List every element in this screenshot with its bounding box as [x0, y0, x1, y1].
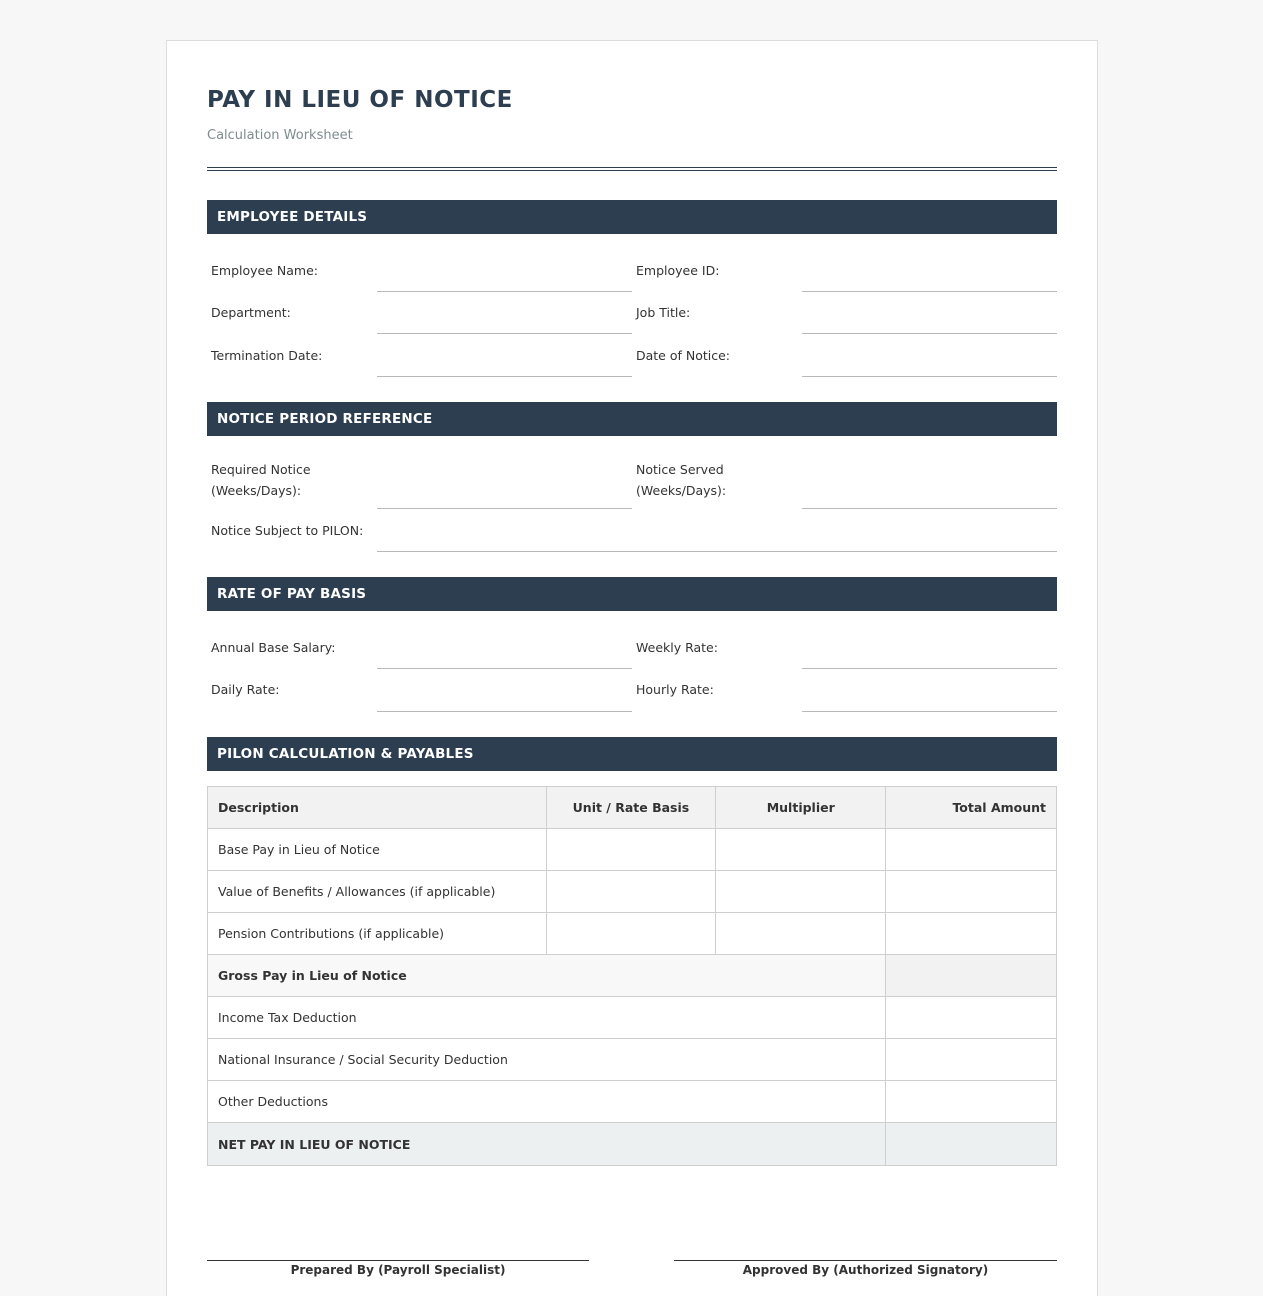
table-header-row	[208, 787, 1057, 829]
table-row	[208, 1123, 1057, 1166]
row-label-net-pay: NET PAY IN LIEU OF NOTICE	[208, 1123, 886, 1166]
date-of-notice-field[interactable]	[802, 376, 1057, 377]
row-label-pension: Pension Contributions (if applicable)	[208, 913, 547, 955]
pension-unit-cell[interactable]	[546, 913, 716, 955]
row-label-benefits: Value of Benefits / Allowances (if applicable)	[208, 871, 547, 913]
notice-served-field[interactable]	[802, 508, 1057, 509]
notice-served-label	[636, 459, 726, 501]
section-employee-details: EMPLOYEE DETAILS	[207, 200, 1057, 234]
daily-rate-field[interactable]	[377, 711, 632, 712]
document-title: PAY IN LIEU OF NOTICE	[207, 87, 513, 113]
table-row	[208, 829, 1057, 871]
termination-date-field[interactable]	[377, 376, 632, 377]
required-notice-field[interactable]	[377, 508, 632, 509]
base-pay-unit-cell[interactable]	[546, 829, 716, 871]
benefits-multiplier-cell[interactable]	[716, 871, 886, 913]
table-row	[208, 1039, 1057, 1081]
national-insurance-total-cell[interactable]	[886, 1039, 1057, 1081]
row-label-gross-pay: Gross Pay in Lieu of Notice	[208, 955, 886, 997]
net-pay-total-cell[interactable]	[886, 1123, 1057, 1166]
row-label-base-pay: Base Pay in Lieu of Notice	[208, 829, 547, 871]
gross-pay-total-cell[interactable]	[886, 955, 1057, 997]
weekly-rate-label: Weekly Rate:	[636, 640, 718, 655]
employee-id-field[interactable]	[802, 291, 1057, 292]
required-notice-label-line1: Required Notice	[211, 462, 311, 477]
section-rate-of-pay: RATE OF PAY BASIS	[207, 577, 1057, 611]
pension-multiplier-cell[interactable]	[716, 913, 886, 955]
benefits-total-cell[interactable]	[886, 871, 1057, 913]
date-of-notice-label: Date of Notice:	[636, 348, 731, 363]
table-row	[208, 913, 1057, 955]
income-tax-total-cell[interactable]	[886, 997, 1057, 1039]
termination-date-label: Termination Date:	[211, 348, 323, 363]
notice-subject-label: Notice Subject to PILON:	[211, 523, 364, 538]
hourly-rate-label: Hourly Rate:	[636, 682, 714, 697]
notice-served-label-line1: Notice Served	[636, 462, 724, 477]
column-header-description: Description	[208, 787, 547, 829]
annual-base-salary-field[interactable]	[377, 668, 632, 669]
table-row	[208, 955, 1057, 997]
column-header-total: Total Amount	[886, 787, 1057, 829]
document-subtitle: Calculation Worksheet	[207, 128, 353, 143]
prepared-by-signature-line[interactable]	[207, 1260, 589, 1261]
required-notice-label	[211, 459, 311, 501]
section-pilon-calculation: PILON CALCULATION & PAYABLES	[207, 737, 1057, 771]
benefits-unit-cell[interactable]	[546, 871, 716, 913]
employee-name-label: Employee Name:	[211, 263, 318, 278]
hourly-rate-field[interactable]	[802, 711, 1057, 712]
daily-rate-label: Daily Rate:	[211, 682, 280, 697]
annual-base-salary-label: Annual Base Salary:	[211, 640, 336, 655]
approved-by-signature-line[interactable]	[674, 1260, 1057, 1261]
employee-id-label: Employee ID:	[636, 263, 720, 278]
notice-served-label-line2: (Weeks/Days):	[636, 483, 727, 498]
approved-by-label: Approved By (Authorized Signatory)	[742, 1263, 989, 1277]
table-row	[208, 1081, 1057, 1123]
job-title-label: Job Title:	[636, 305, 691, 320]
prepared-by-label: Prepared By (Payroll Specialist)	[290, 1263, 506, 1277]
row-label-national-insurance: National Insurance / Social Security Deduction	[208, 1039, 886, 1081]
pilon-calculation-table	[207, 786, 1057, 1166]
row-label-income-tax: Income Tax Deduction	[208, 997, 886, 1039]
department-field[interactable]	[377, 333, 632, 334]
base-pay-multiplier-cell[interactable]	[716, 829, 886, 871]
pension-total-cell[interactable]	[886, 913, 1057, 955]
table-row	[208, 997, 1057, 1039]
column-header-unit: Unit / Rate Basis	[546, 787, 716, 829]
employee-name-field[interactable]	[377, 291, 632, 292]
row-label-other-deductions: Other Deductions	[208, 1081, 886, 1123]
header-divider	[207, 167, 1057, 171]
notice-subject-field[interactable]	[377, 551, 1057, 552]
other-deductions-total-cell[interactable]	[886, 1081, 1057, 1123]
job-title-field[interactable]	[802, 333, 1057, 334]
column-header-multiplier: Multiplier	[716, 787, 886, 829]
table-row	[208, 871, 1057, 913]
required-notice-label-line2: (Weeks/Days):	[211, 483, 302, 498]
weekly-rate-field[interactable]	[802, 668, 1057, 669]
base-pay-total-cell[interactable]	[886, 829, 1057, 871]
section-notice-period: NOTICE PERIOD REFERENCE	[207, 402, 1057, 436]
department-label: Department:	[211, 305, 291, 320]
worksheet-page	[166, 40, 1098, 1296]
